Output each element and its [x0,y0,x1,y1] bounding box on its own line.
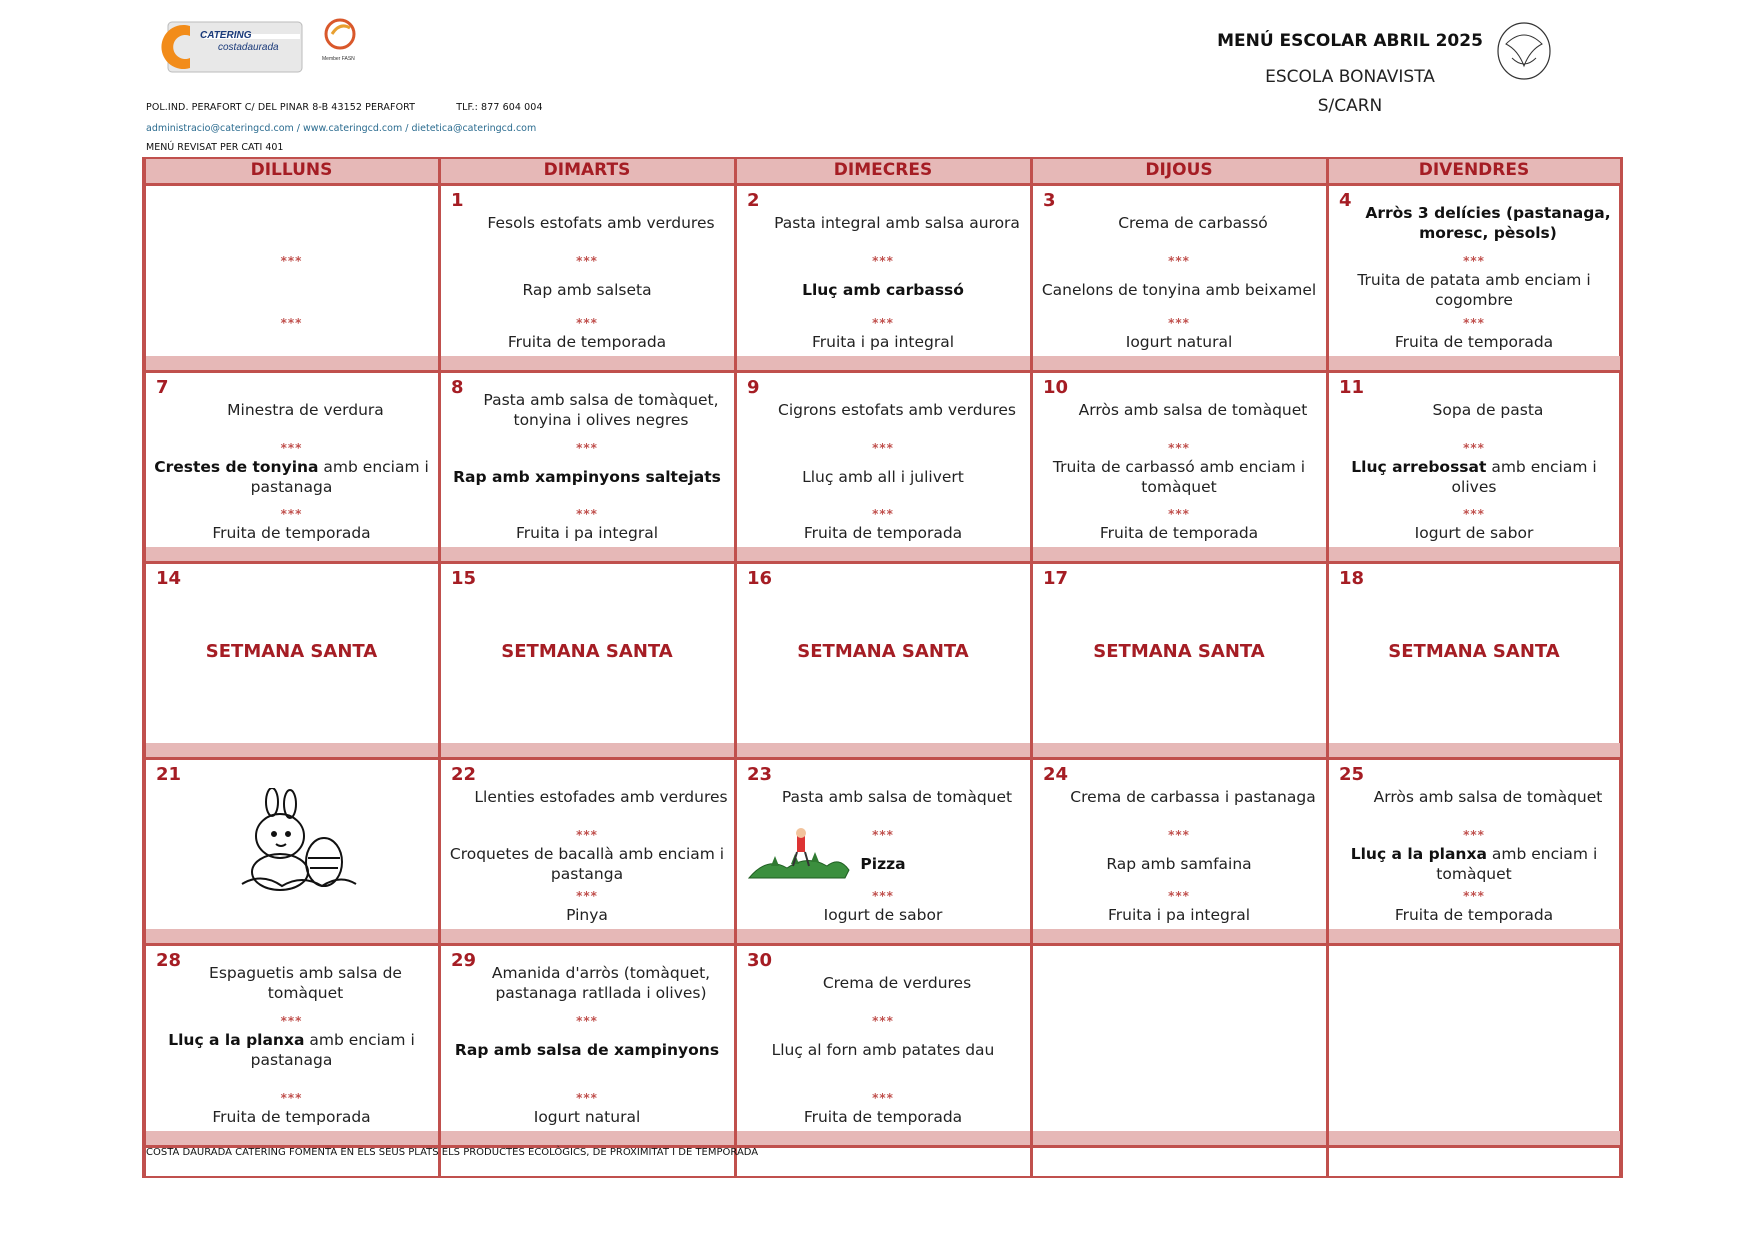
holiday-label: SETMANA SANTA [1388,640,1560,662]
second-course [735,455,1031,499]
day-number: 24 [1043,764,1069,785]
day-cell [1327,562,1621,743]
day-header-dijous: DIJOUS [1145,160,1213,180]
second-course-plain: amb enciam i olives [1451,458,1597,496]
first-course-plain: Espaguetis amb salsa de tomàquet [209,964,402,1002]
dessert: Fruita de temporada [212,1108,371,1126]
day-number: 23 [747,764,773,785]
day-cell [735,944,1031,1131]
day-number: 21 [156,764,182,785]
day-cell [735,562,1031,743]
second-course-plain: Lluç al forn amb patates dau [771,1041,995,1059]
day-header-dimecres: DIMECRES [833,160,933,180]
day-cell [439,371,735,547]
first-course-plain: Arròs amb salsa de tomàquet [1373,788,1603,806]
dessert: Fruita i pa integral [1107,906,1251,924]
course-separator: *** [576,1091,598,1105]
day-cell [1327,371,1621,547]
row-strip [144,356,1621,371]
first-course-text [1118,213,1268,233]
dessert: Pinya [566,906,608,924]
day-number: 9 [747,377,760,398]
day-number: 8 [451,377,464,398]
first-course-text [774,213,1020,233]
course-separator: *** [1463,441,1485,455]
day-number: 4 [1339,190,1352,211]
svg-text:CATERING: CATERING [200,30,252,41]
dessert: Fruita de temporada [803,1108,963,1126]
school-seal [1494,20,1554,82]
course-separator: *** [1168,441,1190,455]
second-course-text [439,844,735,884]
first-course [735,768,1031,826]
first-course-text [1433,400,1544,420]
second-course [439,455,735,499]
first-course-text [778,400,1016,420]
second-course [735,1028,1031,1072]
dessert: Fruita de temporada [803,524,963,542]
first-course-plain: Cigrons estofats amb verdures [778,401,1016,419]
course-separator: *** [280,1091,303,1105]
course-separator: *** [280,507,303,521]
second-course-text [1042,280,1316,300]
first-course-text [1079,400,1308,420]
second-course [439,842,735,886]
dessert: Iogurt de sabor [1414,524,1534,542]
day-number: 11 [1339,377,1365,398]
course-separator: *** [872,316,894,330]
first-course-text [782,787,1012,807]
second-course-text [455,1040,719,1060]
second-course-text [144,1030,439,1070]
day-number: 2 [747,190,760,211]
first-course-plain: Pasta amb salsa de tomàquet [781,788,1013,806]
day-cell [735,758,1031,929]
course-separator: *** [576,316,598,330]
first-course [1327,768,1621,826]
second-course-bold: Lluç a la planxa [168,1031,305,1049]
day-number: 30 [747,950,773,971]
first-course-bold: Arròs 3 delícies (pastanaga, moresc, pèsols) [1365,204,1611,242]
second-course [144,268,439,312]
second-course-plain: Rap amb samfaina [1106,855,1252,873]
second-course [1031,842,1327,886]
second-course-plain: Truita de patata amb enciam i cogombre [1357,271,1591,309]
second-course [1327,842,1621,886]
first-course [439,768,735,826]
course-separator: *** [1168,316,1190,330]
second-course [144,1028,439,1072]
dessert: Iogurt de sabor [823,906,943,924]
company-address [146,102,543,113]
dessert: Iogurt natural [533,1108,641,1126]
second-course-plain: Lluç amb all i julivert [802,468,964,486]
first-course-plain: Sopa de pasta [1432,401,1544,419]
second-course-text [1327,457,1621,497]
first-course [439,954,735,1012]
dessert: Fruita de temporada [212,524,371,542]
course-separator: *** [872,1091,894,1105]
holiday-label: SETMANA SANTA [501,640,673,662]
second-course-text [453,467,721,487]
first-course [439,194,735,252]
second-course-plain: Rap amb salseta [522,281,652,299]
first-course-plain: Amanida d'arròs (tomàquet, pastanaga ratllada i olives) [491,964,711,1002]
first-course-text [487,213,714,233]
day-number: 7 [156,377,169,398]
course-separator: *** [1168,889,1190,903]
second-course-plain: Truita de carbassó amb enciam i tomàquet [1052,458,1306,496]
course-separator: *** [280,441,303,455]
day-number: 22 [451,764,477,785]
second-course-text [802,280,964,300]
course-separator: *** [576,507,598,521]
second-course-text [1327,270,1621,310]
catering-logo [160,18,306,76]
day-number: 16 [747,568,773,589]
holiday-label: SETMANA SANTA [205,640,378,662]
day-number: 28 [156,950,182,971]
course-separator: *** [576,254,598,268]
first-course-plain: Crema de carbassó [1118,214,1268,232]
first-course-plain: Fesols estofats amb verdures [487,214,715,232]
day-cell [735,371,1031,547]
second-course [1031,268,1327,312]
first-course-text [474,787,727,807]
second-course [735,268,1031,312]
first-course-text [1070,787,1315,807]
dessert: Iogurt natural [1125,333,1233,351]
second-course [144,455,439,499]
first-course [439,381,735,439]
course-separator: *** [1168,254,1190,268]
day-header-dilluns: DILLUNS [250,160,333,180]
row-strip [144,1131,1621,1146]
first-course-text [172,963,439,1003]
day-cell [1327,184,1621,356]
day-number: 25 [1339,764,1365,785]
first-course-plain: Crema de verdures [822,974,972,992]
first-course [1031,768,1327,826]
phone-text: TLF.: 877 604 004 [456,102,543,113]
course-separator: *** [872,441,894,455]
second-course-text [802,467,964,487]
course-separator: *** [1463,254,1485,268]
second-course-bold: Rap amb salsa de xampinyons [454,1041,720,1059]
footer-note: COSTA DAURADA CATERING FOMENTA EN ELS SEUS PLATS ELS PRODUCTES ECOLÒGICS, DE PROXIMITAT I DE TEMPORADA [146,1147,759,1158]
second-course [1327,455,1621,499]
day-cell [144,944,439,1131]
day-cell [439,758,735,929]
diet-type: S/CARN [1317,96,1383,116]
dessert: Fruita de temporada [507,333,667,351]
second-course-text [1031,457,1327,497]
first-course-text [467,963,735,1003]
dessert: Fruita i pa integral [811,333,955,351]
day-number: 18 [1339,568,1365,589]
second-course [439,1028,735,1072]
second-course-plain: Canelons de tonyina amb beixamel [1041,281,1317,299]
day-cell [144,184,439,356]
course-separator: *** [1168,828,1190,842]
second-course-bold: Crestes de tonyina [154,458,319,476]
course-separator: *** [1463,507,1485,521]
second-course-plain: Croquetes de bacallà amb enciam i pastanga [449,845,725,883]
first-course-text [227,400,384,420]
first-course-plain: Minestra de verdura [227,401,384,419]
day-header-divendres: DIVENDRES [1418,160,1530,180]
day-cell [144,562,439,743]
day-cell [1031,562,1327,743]
first-course [735,381,1031,439]
first-course-text [823,973,971,993]
first-course-plain: Crema de carbassa i pastanaga [1070,788,1316,806]
day-cell [439,184,735,356]
school-name: ESCOLA BONAVISTA [1265,67,1435,87]
row-strip [144,743,1621,758]
second-course-plain: amb enciam i tomàquet [1436,845,1598,883]
course-separator: *** [1463,889,1485,903]
first-course-plain: Llenties estofades amb verdures [474,788,728,806]
second-course-bold: Lluç arrebossat [1351,458,1487,476]
course-separator: *** [872,254,894,268]
course-separator: *** [280,254,303,268]
day-cell [439,944,735,1131]
course-separator: *** [872,507,894,521]
day-cell [1031,371,1327,547]
dessert: Fruita i pa integral [515,524,659,542]
day-number: 1 [451,190,464,211]
day-cell [1031,944,1327,1131]
first-course-plain: Pasta integral amb salsa aurora [774,214,1020,232]
day-cell [735,184,1031,356]
day-number: 17 [1043,568,1069,589]
second-course-bold: Rap amb xampinyons saltejats [453,468,721,486]
easter-bunny-illustration [232,788,362,898]
first-course-text [1355,203,1621,243]
course-separator: *** [1463,828,1485,842]
day-number: 3 [1043,190,1056,211]
course-separator: *** [576,828,598,842]
second-course-plain: amb enciam i pastanaga [250,1031,415,1069]
partner-logo [322,16,362,62]
day-cell [144,371,439,547]
dessert: Fruita de temporada [1394,333,1554,351]
second-course [1327,268,1621,312]
day-number: 15 [451,568,477,589]
row-strip [144,547,1621,562]
day-cell [1031,184,1327,356]
second-course-text [522,280,651,300]
course-separator: *** [872,828,894,842]
course-separator: *** [872,889,894,903]
first-course [1327,381,1621,439]
day-number: 10 [1043,377,1069,398]
second-course-bold: Lluç a la planxa [1350,845,1487,863]
first-course-plain: Pasta amb salsa de tomàquet, tonyina i olives negres [483,391,719,429]
dessert: Fruita de temporada [1099,524,1259,542]
second-course [1031,455,1327,499]
first-course [144,194,439,252]
revised-note: MENÚ REVISAT PER CATI 401 [146,142,284,153]
first-course-text [1374,787,1603,807]
second-course-text [144,457,439,497]
day-cell [439,562,735,743]
course-separator: *** [872,1014,894,1028]
second-course-text [772,1040,995,1060]
first-course [144,381,439,439]
day-header-dimarts: DIMARTS [543,160,631,180]
row-strip [144,929,1621,944]
course-separator: *** [280,316,303,330]
second-course-bold: Pizza [860,855,906,873]
first-course-text [467,390,735,430]
holiday-label: SETMANA SANTA [1093,640,1265,662]
first-course [735,194,1031,252]
second-course-plain: amb enciam i pastanaga [250,458,429,496]
menu-title: MENÚ ESCOLAR ABRIL 2025 [1217,31,1483,51]
second-course-text [860,854,905,874]
first-course [1031,194,1327,252]
day-number: 14 [156,568,182,589]
first-course-plain: Arròs amb salsa de tomàquet [1078,401,1308,419]
course-separator: *** [1463,316,1485,330]
first-course [144,954,439,1012]
day-cell [1031,758,1327,929]
address-text: POL.IND. PERAFORT C/ DEL PINAR 8-B 43152 PERAFORT [146,102,416,113]
first-course [1031,381,1327,439]
svg-text:costadaurada: costadaurada [218,42,279,53]
day-cell [144,758,439,929]
course-separator: *** [576,441,598,455]
second-course-bold: Lluç amb carbassó [802,281,964,299]
contact-emails[interactable]: administracio@cateringcd.com / www.cateringcd.com / dietetica@cateringcd.com [146,123,537,134]
first-course [1327,194,1621,252]
dragon-illustration [747,826,851,884]
dessert: Fruita de temporada [1394,906,1554,924]
course-separator: *** [576,889,598,903]
course-separator: *** [280,1014,303,1028]
holiday-label: SETMANA SANTA [797,640,969,662]
first-course [735,954,1031,1012]
second-course [439,268,735,312]
course-separator: *** [576,1014,598,1028]
day-number: 29 [451,950,477,971]
day-cell [1327,944,1621,1131]
second-course-text [1327,844,1621,884]
course-separator: *** [1168,507,1190,521]
second-course-text [1106,854,1251,874]
day-cell [1327,758,1621,929]
svg-text:Member FASN: Member FASN [322,56,355,62]
